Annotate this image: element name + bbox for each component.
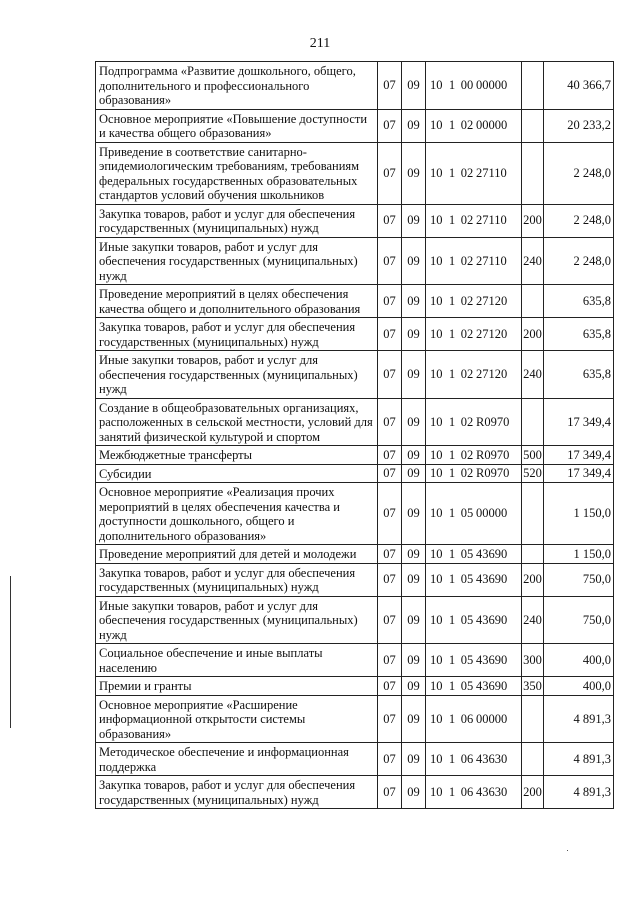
expense-type-cell: 200: [522, 204, 544, 237]
section-code-cell: 07: [378, 464, 402, 483]
subsection-code-cell: 09: [402, 398, 426, 446]
row-name-cell: Подпрограмма «Развитие дошкольного, общего, дополнительного и профессионального образования»: [96, 62, 378, 110]
margin-rule: [10, 576, 11, 728]
target-article-segment: 1: [448, 213, 456, 228]
expense-type-cell: [522, 398, 544, 446]
expense-type-cell: 350: [522, 677, 544, 696]
target-article-cell: [426, 644, 522, 677]
target-article-cell: [426, 398, 522, 446]
target-article-segment: 02: [460, 253, 474, 268]
table-row: [96, 545, 614, 564]
expense-type-cell: 200: [522, 318, 544, 351]
amount-cell: 4 891,3: [544, 776, 614, 809]
table-row: [96, 695, 614, 743]
target-article-segment: 1: [448, 546, 456, 561]
target-article-segment: R0970: [476, 466, 510, 480]
target-article-segment: 02: [460, 447, 474, 462]
target-article-segment: 10: [430, 367, 443, 381]
section-code-cell: 07: [378, 237, 402, 285]
target-article-cell: [426, 142, 522, 204]
target-article-segment: 10: [430, 612, 443, 627]
subsection-code-cell: 09: [402, 483, 426, 545]
row-name-cell: Проведение мероприятий в целях обеспечения качества общего и дополнительного образования: [96, 285, 378, 318]
target-article-segment: 10: [430, 506, 443, 521]
subsection-code-cell: 09: [402, 446, 426, 465]
target-article-cell: [426, 545, 522, 564]
subsection-code-cell: 09: [402, 743, 426, 776]
subsection-code-cell: 09: [402, 545, 426, 564]
target-article-segment: 43630: [476, 784, 508, 799]
section-code-cell: 07: [378, 318, 402, 351]
target-article-cell: [426, 677, 522, 696]
target-article-cell: [426, 109, 522, 142]
target-article-segment: 10: [430, 293, 443, 308]
section-code-cell: 07: [378, 695, 402, 743]
target-article-cell: [426, 695, 522, 743]
amount-cell: 635,8: [544, 318, 614, 351]
subsection-code-cell: 09: [402, 351, 426, 399]
target-article-segment: 1: [448, 784, 456, 799]
amount-cell: 2 248,0: [544, 237, 614, 285]
row-name-cell: Проведение мероприятий для детей и молодежи: [96, 545, 378, 564]
amount-cell: 20 233,2: [544, 109, 614, 142]
row-name-cell: Закупка товаров, работ и услуг для обеспечения государственных (муниципальных) нужд: [96, 318, 378, 351]
table-row: [96, 776, 614, 809]
target-article-segment: 10: [430, 652, 443, 667]
section-code-cell: 07: [378, 62, 402, 110]
target-article-segment: 43690: [476, 678, 508, 693]
row-name-cell: Основное мероприятие «Повышение доступности и качества общего образования»: [96, 109, 378, 142]
target-article-segment: 43690: [476, 652, 508, 667]
target-article-cell: [426, 464, 522, 483]
target-article-cell: [426, 776, 522, 809]
target-article-cell: [426, 446, 522, 465]
target-article-segment: 43690: [476, 612, 508, 627]
target-article-segment: 05: [460, 506, 474, 521]
row-name-cell: Основное мероприятие «Расширение информационной открытости системы образования»: [96, 695, 378, 743]
target-article-segment: 1: [448, 612, 456, 627]
row-name-cell: Межбюджетные трансферты: [96, 446, 378, 465]
target-article-segment: 1: [448, 678, 456, 693]
expense-type-cell: [522, 109, 544, 142]
target-article-segment: R0970: [476, 447, 510, 462]
target-article-segment: 02: [460, 118, 474, 133]
table-row: [96, 237, 614, 285]
table-row: [96, 644, 614, 677]
table-row: [96, 743, 614, 776]
section-code-cell: 07: [378, 398, 402, 446]
amount-cell: 1 150,0: [544, 545, 614, 564]
amount-cell: 17 349,4: [544, 464, 614, 483]
amount-cell: 2 248,0: [544, 204, 614, 237]
amount-cell: 4 891,3: [544, 743, 614, 776]
row-name-cell: Методическое обеспечение и информационная поддержка: [96, 743, 378, 776]
expense-type-cell: [522, 695, 544, 743]
target-article-segment: 10: [430, 711, 443, 726]
target-article-segment: 1: [448, 506, 456, 521]
subsection-code-cell: 09: [402, 776, 426, 809]
subsection-code-cell: 09: [402, 644, 426, 677]
target-article-segment: 00: [460, 78, 474, 92]
target-article-segment: 06: [460, 784, 474, 799]
row-name-cell: Премии и гранты: [96, 677, 378, 696]
target-article-segment: 00000: [476, 506, 508, 521]
amount-cell: 400,0: [544, 644, 614, 677]
row-name-cell: Иные закупки товаров, работ и услуг для обеспечения государственных (муниципальных) нужд: [96, 596, 378, 644]
section-code-cell: 07: [378, 351, 402, 399]
target-article-segment: 05: [460, 612, 474, 627]
row-name-cell: Закупка товаров, работ и услуг для обеспечения государственных (муниципальных) нужд: [96, 563, 378, 596]
table-row: [96, 142, 614, 204]
table-row: [96, 62, 614, 110]
target-article-segment: 1: [448, 293, 456, 308]
target-article-segment: 10: [430, 213, 443, 228]
table-row: [96, 109, 614, 142]
amount-cell: 40 366,7: [544, 62, 614, 110]
subsection-code-cell: 09: [402, 596, 426, 644]
target-article-segment: 1: [448, 447, 456, 462]
amount-cell: 17 349,4: [544, 398, 614, 446]
target-article-cell: [426, 563, 522, 596]
target-article-segment: 10: [430, 784, 443, 799]
target-article-segment: 02: [460, 414, 474, 429]
expense-type-cell: 200: [522, 563, 544, 596]
target-article-segment: 02: [460, 293, 474, 308]
expense-type-cell: 520: [522, 464, 544, 483]
target-article-segment: 00000: [476, 118, 508, 133]
section-code-cell: 07: [378, 743, 402, 776]
target-article-segment: 02: [460, 367, 474, 381]
subsection-code-cell: 09: [402, 563, 426, 596]
target-article-segment: 10: [430, 165, 443, 180]
target-article-segment: 1: [448, 466, 456, 480]
target-article-segment: 06: [460, 711, 474, 726]
target-article-segment: 05: [460, 678, 474, 693]
target-article-segment: 43690: [476, 572, 508, 587]
target-article-segment: 06: [460, 751, 474, 766]
expense-type-cell: [522, 285, 544, 318]
target-article-cell: [426, 318, 522, 351]
row-name-cell: Основное мероприятие «Реализация прочих мероприятий в целях обеспечения качества и доступности дошкольного, общего и дополнительного образования»: [96, 483, 378, 545]
subsection-code-cell: 09: [402, 318, 426, 351]
target-article-segment: 1: [448, 78, 456, 92]
target-article-segment: 1: [448, 414, 456, 429]
target-article-segment: R0970: [476, 414, 510, 429]
subsection-code-cell: 09: [402, 109, 426, 142]
expense-type-cell: [522, 483, 544, 545]
target-article-segment: 05: [460, 572, 474, 587]
target-article-segment: 02: [460, 326, 474, 341]
target-article-segment: 10: [430, 118, 443, 133]
target-article-cell: [426, 743, 522, 776]
expense-type-cell: 500: [522, 446, 544, 465]
table-row: [96, 563, 614, 596]
target-article-cell: [426, 237, 522, 285]
section-code-cell: 07: [378, 545, 402, 564]
target-article-segment: 10: [430, 414, 443, 429]
row-name-cell: Создание в общеобразовательных организациях, расположенных в сельской местности, условий для занятий физической культурой и спортом: [96, 398, 378, 446]
target-article-segment: 05: [460, 652, 474, 667]
section-code-cell: 07: [378, 142, 402, 204]
expense-type-cell: 240: [522, 237, 544, 285]
amount-cell: 750,0: [544, 563, 614, 596]
section-code-cell: 07: [378, 285, 402, 318]
section-code-cell: 07: [378, 596, 402, 644]
table-row: [96, 483, 614, 545]
table-row: [96, 677, 614, 696]
row-name-cell: Иные закупки товаров, работ и услуг для обеспечения государственных (муниципальных) нужд: [96, 351, 378, 399]
target-article-segment: 10: [430, 572, 443, 587]
target-article-segment: 1: [448, 326, 456, 341]
amount-cell: 1 150,0: [544, 483, 614, 545]
target-article-segment: 27110: [476, 213, 507, 228]
target-article-cell: [426, 351, 522, 399]
target-article-cell: [426, 204, 522, 237]
table-row: [96, 285, 614, 318]
table-row: [96, 351, 614, 399]
target-article-segment: 1: [448, 367, 456, 381]
row-name-cell: Закупка товаров, работ и услуг для обеспечения государственных (муниципальных) нужд: [96, 204, 378, 237]
subsection-code-cell: 09: [402, 62, 426, 110]
target-article-segment: 10: [430, 546, 443, 561]
target-article-segment: 02: [460, 466, 474, 480]
expense-type-cell: [522, 62, 544, 110]
amount-cell: 400,0: [544, 677, 614, 696]
target-article-segment: 27120: [476, 367, 508, 381]
subsection-code-cell: 09: [402, 464, 426, 483]
expense-type-cell: 240: [522, 596, 544, 644]
section-code-cell: 07: [378, 776, 402, 809]
target-article-segment: 10: [430, 326, 443, 341]
target-article-segment: 1: [448, 118, 456, 133]
row-name-cell: Социальное обеспечение и иные выплаты населению: [96, 644, 378, 677]
amount-cell: 4 891,3: [544, 695, 614, 743]
target-article-segment: 10: [430, 447, 443, 462]
table-row: [96, 464, 614, 483]
row-name-cell: Иные закупки товаров, работ и услуг для обеспечения государственных (муниципальных) нужд: [96, 237, 378, 285]
target-article-segment: 27120: [476, 326, 508, 341]
amount-cell: 635,8: [544, 285, 614, 318]
subsection-code-cell: 09: [402, 677, 426, 696]
expense-type-cell: 200: [522, 776, 544, 809]
target-article-segment: 1: [448, 165, 456, 180]
scan-speck: [567, 850, 568, 851]
page-number: 211: [309, 36, 331, 51]
section-code-cell: 07: [378, 204, 402, 237]
section-code-cell: 07: [378, 446, 402, 465]
target-article-segment: 10: [430, 751, 443, 766]
amount-cell: 2 248,0: [544, 142, 614, 204]
table-row: [96, 318, 614, 351]
section-code-cell: 07: [378, 644, 402, 677]
target-article-cell: [426, 596, 522, 644]
target-article-segment: 1: [448, 652, 456, 667]
table-row: [96, 446, 614, 465]
row-name-cell: Субсидии: [96, 464, 378, 483]
expense-type-cell: [522, 545, 544, 564]
amount-cell: 750,0: [544, 596, 614, 644]
target-article-segment: 43690: [476, 546, 508, 561]
budget-table-body: [96, 62, 614, 809]
row-name-cell: Приведение в соответствие санитарно-эпидемиологическим требованиям, требованиям федеральных государственных образовательных стандартов условий обучения школьников: [96, 142, 378, 204]
expense-type-cell: 240: [522, 351, 544, 399]
budget-table: [95, 61, 614, 809]
target-article-segment: 1: [448, 253, 456, 268]
target-article-segment: 10: [430, 78, 443, 92]
target-article-segment: 10: [430, 466, 443, 480]
target-article-cell: [426, 62, 522, 110]
target-article-segment: 43630: [476, 751, 508, 766]
target-article-segment: 1: [448, 572, 456, 587]
target-article-segment: 1: [448, 711, 456, 726]
target-article-segment: 00000: [476, 78, 508, 92]
target-article-cell: [426, 483, 522, 545]
table-row: [96, 596, 614, 644]
expense-type-cell: [522, 743, 544, 776]
section-code-cell: 07: [378, 109, 402, 142]
target-article-segment: 27110: [476, 253, 507, 268]
target-article-segment: 27120: [476, 293, 508, 308]
section-code-cell: 07: [378, 677, 402, 696]
table-row: [96, 398, 614, 446]
expense-type-cell: 300: [522, 644, 544, 677]
section-code-cell: 07: [378, 563, 402, 596]
amount-cell: 17 349,4: [544, 446, 614, 465]
target-article-segment: 00000: [476, 711, 508, 726]
amount-cell: 635,8: [544, 351, 614, 399]
target-article-segment: 10: [430, 253, 443, 268]
target-article-segment: 02: [460, 165, 474, 180]
target-article-segment: 27110: [476, 165, 507, 180]
target-article-cell: [426, 285, 522, 318]
subsection-code-cell: 09: [402, 204, 426, 237]
target-article-segment: 1: [448, 751, 456, 766]
table-row: [96, 204, 614, 237]
row-name-cell: Закупка товаров, работ и услуг для обеспечения государственных (муниципальных) нужд: [96, 776, 378, 809]
subsection-code-cell: 09: [402, 142, 426, 204]
expense-type-cell: [522, 142, 544, 204]
target-article-segment: 10: [430, 678, 443, 693]
target-article-segment: 05: [460, 546, 474, 561]
target-article-segment: 02: [460, 213, 474, 228]
subsection-code-cell: 09: [402, 285, 426, 318]
subsection-code-cell: 09: [402, 695, 426, 743]
section-code-cell: 07: [378, 483, 402, 545]
subsection-code-cell: 09: [402, 237, 426, 285]
